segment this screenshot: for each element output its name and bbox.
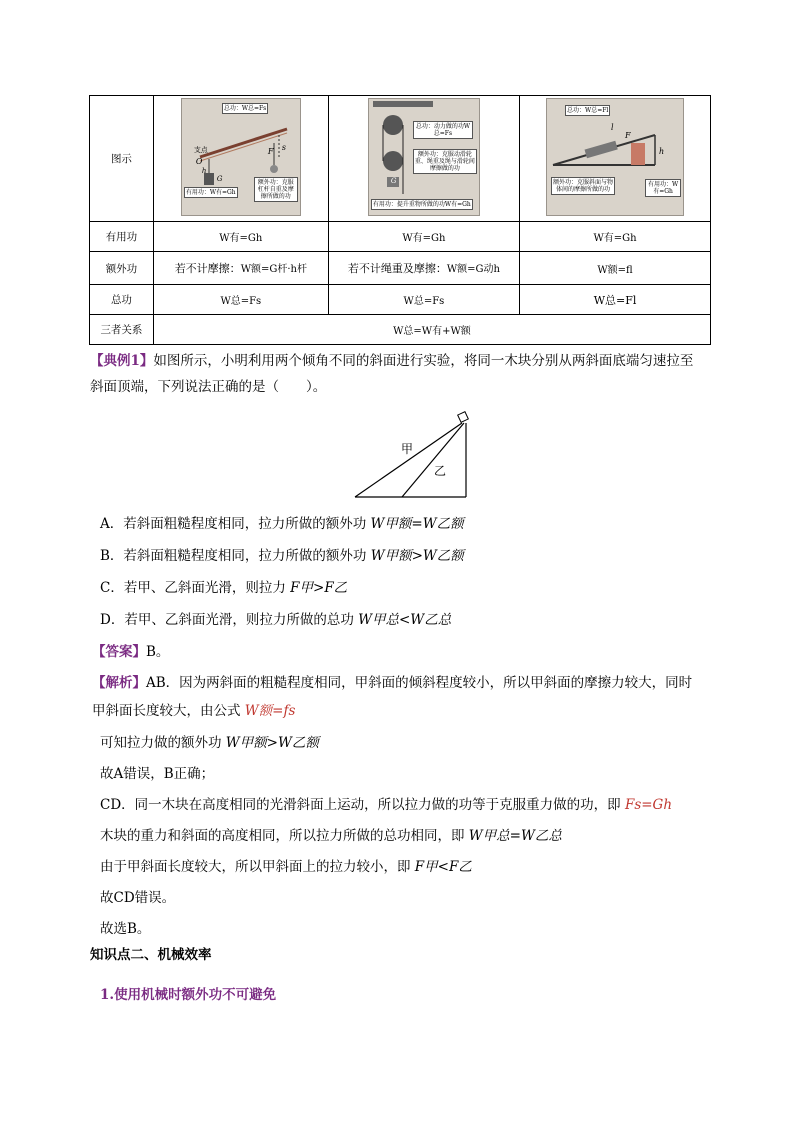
lever-g-label: G: [216, 175, 223, 183]
analysis-line-7: [100, 857, 472, 877]
pulley-extra-formula: W额=G动h: [446, 264, 500, 275]
pulley-useful-work-label: 有用功：提升重物所做的功W有=Gh: [372, 201, 471, 208]
row-header-relation: 三者关系: [90, 315, 154, 345]
section-subtitle: 1.使用机械时额外功不可避免: [100, 987, 277, 1003]
incline-f-label: F: [625, 131, 631, 140]
lever-h-label: h: [201, 167, 207, 175]
incline-diagram: [547, 99, 683, 215]
option-a-text: A．若斜面粗糙程度相同，拉力所做的额外功: [100, 516, 367, 532]
lever-o-label: O: [195, 157, 203, 166]
fulcrum-label: 支点: [193, 146, 208, 154]
analysis-formula-fs-gh: Fs=Gh: [624, 797, 673, 813]
incline-useful-work: W有=Gh: [520, 222, 711, 252]
option-a: [100, 514, 464, 534]
analysis-formula-extra-work: W额=fs: [244, 703, 296, 719]
section-title: 知识点二、机械效率: [90, 947, 212, 963]
incline-jia-label: 甲: [401, 442, 414, 456]
pulley-photo: [368, 98, 480, 216]
lever-total-work-label: 总功：W总=Fs: [223, 105, 267, 112]
lever-total-work: W总=Fs: [153, 285, 328, 315]
incline-h-label: h: [659, 147, 665, 156]
analysis-line-4: 故A错误，B正确；: [100, 766, 215, 782]
incline-l-label: l: [611, 123, 614, 132]
example-stem-line-2: 斜面顶端，下列说法正确的是（ ）。: [90, 379, 327, 395]
analysis-line-1: [92, 673, 692, 693]
option-c-text: C．若甲、乙斜面光滑，则拉力: [100, 580, 286, 596]
lever-extra-work: [153, 252, 328, 285]
pulley-total-work-label: 总功：动力做的功W总=Fs: [413, 121, 473, 139]
pulley-useful-work: W有=Gh: [328, 222, 519, 252]
option-a-math: W甲额=W乙额: [370, 516, 464, 532]
analysis-line-6: [100, 826, 562, 846]
row-header-figure: 图示: [90, 96, 154, 222]
example-stem-text-1: 如图所示，小明利用两个倾角不同的斜面进行实验，将同一木块分别从两斜面底端匀速拉至: [153, 353, 694, 369]
analysis-text-2: 甲斜面长度较大，由公式: [92, 703, 241, 719]
answer-value: B。: [146, 644, 170, 660]
analysis-text-3: 可知拉力做的额外功: [100, 735, 222, 751]
analysis-math-7: F甲<F乙: [414, 859, 472, 875]
incline-yi-label: 乙: [434, 464, 447, 478]
answer-tag: 【答案】: [92, 644, 146, 660]
incline-figure-cell: [520, 96, 711, 222]
pulley-figure-cell: [328, 96, 519, 222]
analysis-line-3: [100, 733, 319, 753]
analysis-text-7: 由于甲斜面长度较大，所以甲斜面上的拉力较小，即: [100, 859, 411, 875]
pulley-total-work: W总=Fs: [328, 285, 519, 315]
lever-useful-work: W有=Gh: [153, 222, 328, 252]
lever-photo: [181, 98, 301, 216]
analysis-math-3: W甲额>W乙额: [225, 735, 319, 751]
option-c-math: F甲>F乙: [290, 580, 348, 596]
analysis-line-5: [100, 795, 672, 815]
analysis-math-6: W甲总=W乙总: [468, 828, 562, 844]
lever-figure-cell: [153, 96, 328, 222]
row-header-total: 总功: [90, 285, 154, 315]
incline-useful-work-label: 有用功：W有=Gh: [645, 179, 681, 197]
lever-f-label: F: [267, 147, 274, 156]
lever-useful-work-label: 有用功：W有=Gh: [185, 189, 236, 196]
incline-total-work-label: 总功：W总=Fl: [567, 107, 609, 114]
incline-extra-work-label: 额外功：克服斜面与物体间的摩擦所做的功: [553, 179, 614, 193]
option-d-math: W甲总<W乙总: [358, 612, 452, 628]
pulley-extra-condition: 若不计绳重及摩擦：: [347, 262, 447, 275]
analysis-line-8: 故CD错误。: [100, 890, 176, 906]
analysis-line-9: 故选B。: [100, 921, 151, 937]
option-b: [100, 546, 464, 566]
option-b-text: B．若斜面粗糙程度相同，拉力所做的额外功: [100, 548, 367, 564]
option-c: [100, 578, 347, 598]
example-stem-line-1: [90, 351, 693, 371]
incline-extra-work: W额=fl: [520, 252, 711, 285]
lever-extra-formula: W额=G杆·h杆: [240, 264, 307, 275]
pulley-g-label: G: [390, 177, 397, 185]
lever-extra-condition: 若不计摩擦：: [174, 262, 241, 275]
comparison-table: [89, 95, 711, 345]
row-header-extra: 额外功: [90, 252, 154, 285]
analysis-text-6: 木块的重力和斜面的高度相同，所以拉力所做的总功相同，即: [100, 828, 465, 844]
pulley-extra-work: [328, 252, 519, 285]
lever-s-label: s: [281, 143, 286, 152]
incline-total-work: W总=Fl: [520, 285, 711, 315]
option-d-text: D．若甲、乙斜面光滑，则拉力所做的总功: [100, 612, 354, 628]
pulley-extra-work-label: 额外功：克服动滑轮重、绳重及绳与滑轮间摩擦做的功: [414, 151, 475, 172]
option-d: [100, 610, 451, 630]
incline-photo: [546, 98, 684, 216]
example-tag: 【典例1】: [90, 353, 154, 369]
work-relation-formula: W总=W有+W额: [153, 315, 710, 345]
row-header-useful: 有用功: [90, 222, 154, 252]
analysis-line-2: [92, 701, 295, 721]
lever-extra-work-label: 额外功：克服杠杆自重及摩擦所做的功: [254, 177, 298, 202]
analysis-tag: 【解析】: [92, 675, 146, 691]
answer-line: [92, 642, 169, 662]
analysis-text-1: AB．因为两斜面的粗糙程度相同，甲斜面的倾斜程度较小，所以甲斜面的摩擦力较大，同时: [146, 675, 693, 691]
analysis-text-5: CD．同一木块在高度相同的光滑斜面上运动，所以拉力做的功等于克服重力做的功，即: [100, 797, 621, 813]
option-b-math: W甲额>W乙额: [370, 548, 464, 564]
